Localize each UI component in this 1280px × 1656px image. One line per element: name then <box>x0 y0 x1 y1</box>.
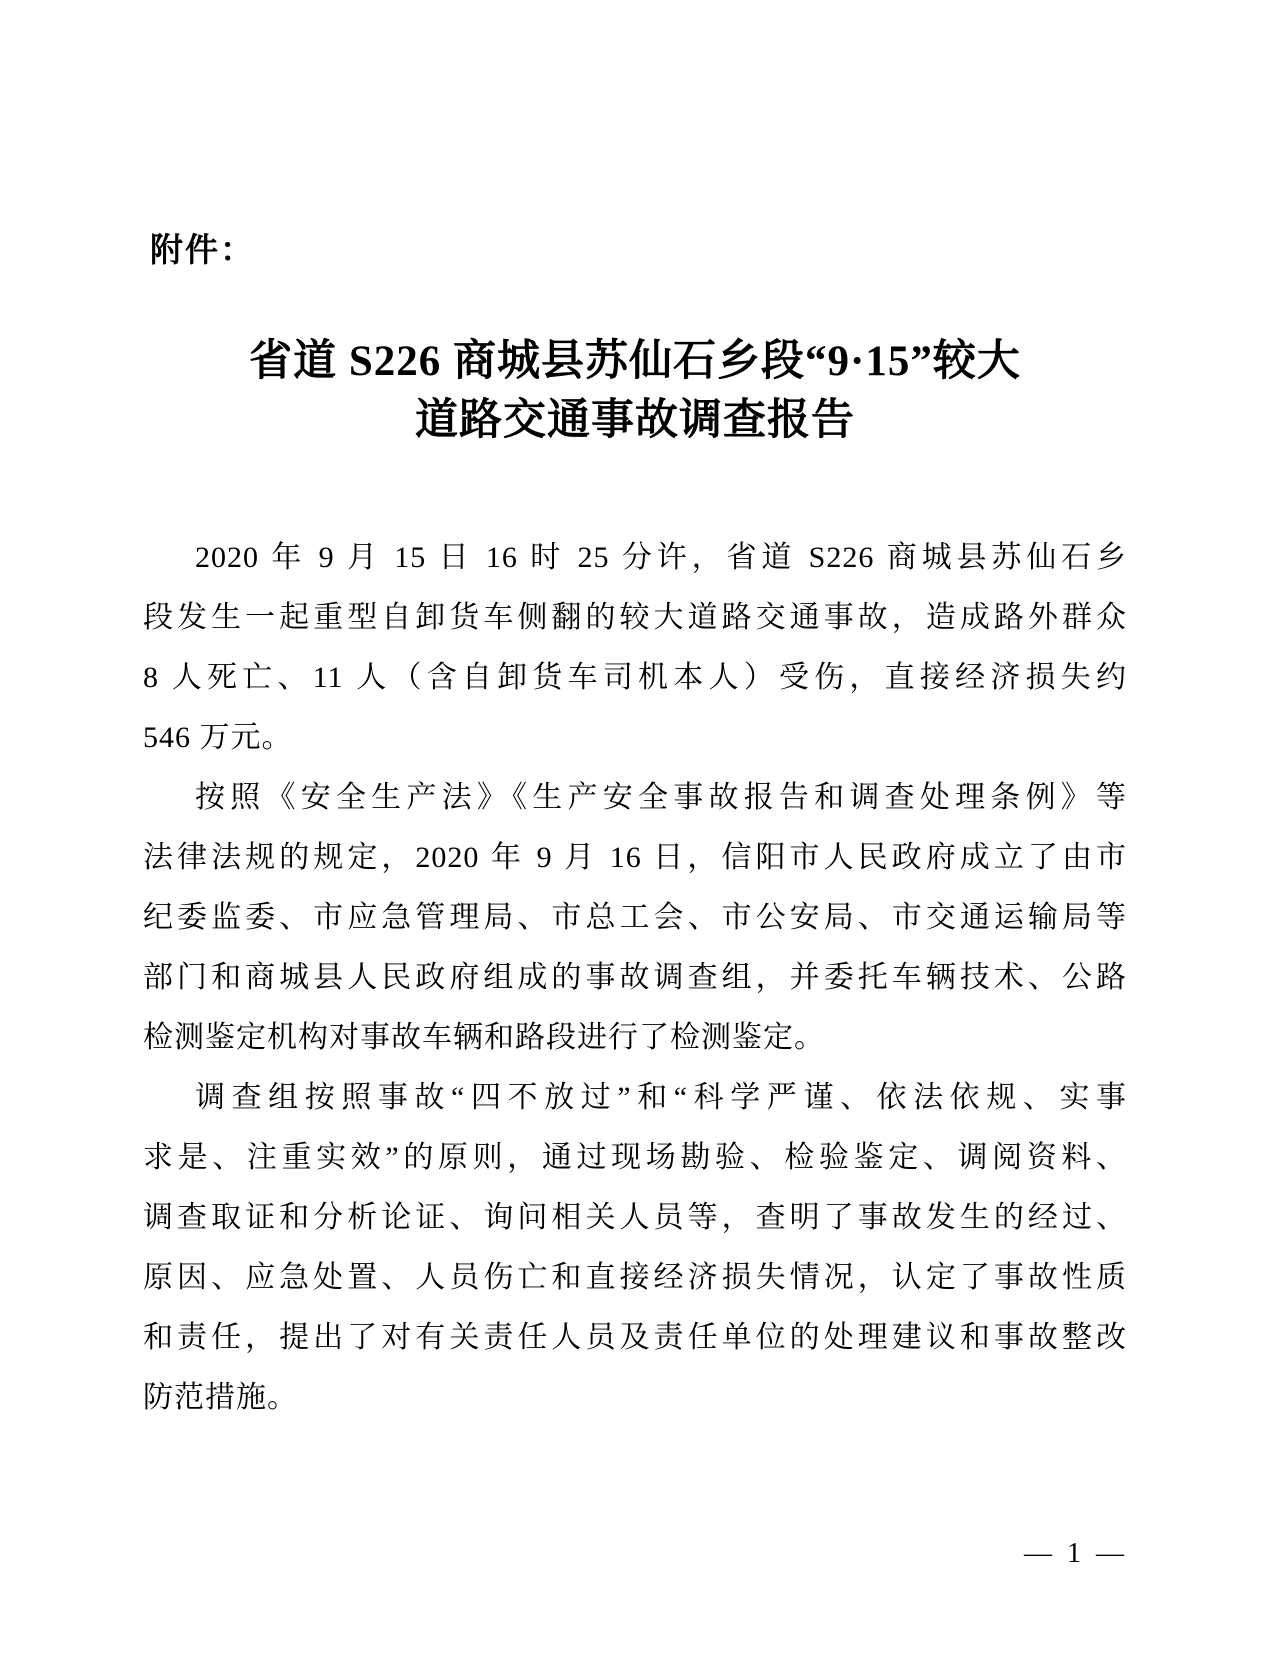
text-line: 段发生一起重型自卸货车侧翻的较大道路交通事故，造成路外群众 <box>143 601 1127 634</box>
page-number: — 1 — <box>1024 1538 1128 1569</box>
text-line: 防范措施。 <box>143 1381 298 1414</box>
attachment-label: 附件： <box>150 233 255 269</box>
text-line: 546 万元。 <box>143 721 293 754</box>
text-line: 调查取证和分析论证、询问相关人员等，查明了事故发生的经过、 <box>143 1201 1127 1234</box>
body-paragraph <box>143 768 1127 1068</box>
document-title-line-2: 道路交通事故调查报告 <box>415 397 855 444</box>
body-paragraph <box>143 528 1127 768</box>
document-title-line-1: 省道 S226 商城县苏仙石乡段“9·15”较大 <box>249 338 1021 385</box>
text-line: 原因、应急处置、人员伤亡和直接经济损失情况，认定了事故性质 <box>143 1261 1127 1294</box>
document-body <box>143 528 1127 1428</box>
text-line: 调查组按照事故“四不放过”和“科学严谨、依法依规、实事 <box>195 1081 1127 1114</box>
text-line: 按照《安全生产法》《生产安全事故报告和调查处理条例》等 <box>195 781 1127 814</box>
text-line: 求是、注重实效”的原则，通过现场勘验、检验鉴定、调阅资料、 <box>143 1141 1127 1174</box>
document-title <box>143 332 1127 450</box>
text-line: 纪委监委、市应急管理局、市总工会、市公安局、市交通运输局等 <box>143 901 1127 934</box>
text-line: 2020 年 9 月 15 日 16 时 25 分许，省道 S226 商城县苏仙石乡 <box>195 541 1127 574</box>
text-line: 和责任，提出了对有关责任人员及责任单位的处理建议和事故整改 <box>143 1321 1127 1354</box>
text-line: 部门和商城县人民政府组成的事故调查组，并委托车辆技术、公路 <box>143 961 1127 994</box>
text-line: 检测鉴定机构对事故车辆和路段进行了检测鉴定。 <box>143 1021 825 1054</box>
text-line: 8 人死亡、11 人（含自卸货车司机本人）受伤，直接经济损失约 <box>143 661 1127 694</box>
body-paragraph <box>143 1068 1127 1428</box>
text-line: 法律法规的规定，2020 年 9 月 16 日，信阳市人民政府成立了由市 <box>143 841 1127 874</box>
